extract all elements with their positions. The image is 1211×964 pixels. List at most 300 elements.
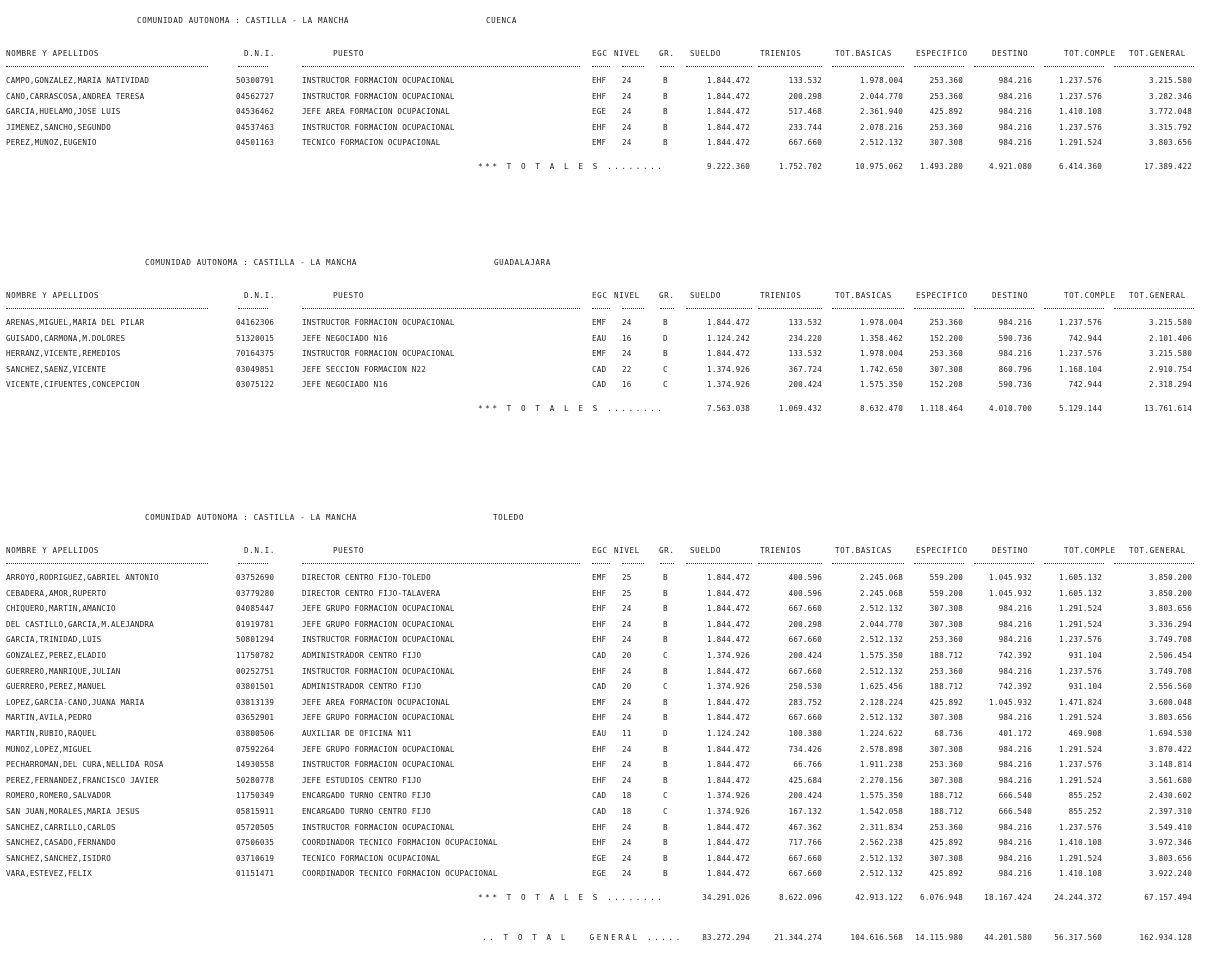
table-cell: EMF bbox=[592, 138, 607, 148]
table-cell: 3.772.048 bbox=[1149, 107, 1192, 117]
total-value: 1.069.432 bbox=[779, 404, 822, 413]
totals-label: *** T O T A L E S ........ bbox=[478, 162, 665, 171]
column-header: TRIENIOS bbox=[760, 49, 802, 58]
table-cell: 04162306 bbox=[236, 318, 275, 327]
table-cell: 984.216 bbox=[998, 138, 1032, 148]
total-value: 7.563.038 bbox=[707, 404, 750, 413]
table-cell: DEL CASTILLO,GARCIA,M.ALEJANDRA bbox=[6, 619, 154, 629]
table-cell: 860.796 bbox=[998, 364, 1032, 374]
table-cell: CAD bbox=[592, 364, 607, 374]
table-cell: CANO,CARRASCOSA,ANDREA TERESA bbox=[6, 91, 145, 101]
table-cell: 855.252 bbox=[1068, 791, 1102, 801]
table-cell: 2.270.156 bbox=[860, 775, 903, 785]
table-cell: 66.766 bbox=[793, 760, 822, 770]
table-cell: INSTRUCTOR FORMACION OCUPACIONAL bbox=[302, 822, 455, 832]
table-cell: 2.578.898 bbox=[860, 744, 903, 754]
table-cell: ENCARGADO TURNO CENTRO FIJO bbox=[302, 807, 431, 816]
table-cell: 1.605.132 bbox=[1059, 573, 1102, 582]
table-cell: 1.374.926 bbox=[707, 807, 750, 816]
table-cell: SANCHEZ,CASADO,FERNANDO bbox=[6, 838, 116, 848]
table-cell: 03801501 bbox=[236, 682, 275, 692]
table-cell: 04085447 bbox=[236, 604, 275, 614]
total-value: 42.913.122 bbox=[855, 893, 903, 902]
table-cell: 1.844.472 bbox=[707, 760, 750, 770]
table-cell: 1.291.524 bbox=[1059, 604, 1102, 614]
table-cell: 03710619 bbox=[236, 853, 275, 863]
table-cell: 984.216 bbox=[998, 713, 1032, 723]
table-cell: 1.844.472 bbox=[707, 744, 750, 754]
total-value: 1.752.702 bbox=[779, 162, 822, 171]
table-cell: 24 bbox=[622, 666, 632, 676]
table-cell: JEFE ESTUDIOS CENTRO FIJO bbox=[302, 775, 422, 785]
column-header: NOMBRE Y APELLIDOS bbox=[6, 291, 100, 300]
table-cell: 307.308 bbox=[929, 619, 963, 629]
table-cell: COORDINADOR TECNICO FORMACION OCUPACIONAL bbox=[302, 869, 498, 879]
table-cell: 1.291.524 bbox=[1059, 713, 1102, 723]
table-cell: 3.850.200 bbox=[1149, 573, 1192, 582]
table-cell: 1.844.472 bbox=[707, 588, 750, 598]
column-rule bbox=[1114, 66, 1194, 67]
table-cell: 03813139 bbox=[236, 697, 275, 707]
table-cell: 1.844.472 bbox=[707, 76, 750, 85]
table-cell: 3.870.422 bbox=[1149, 744, 1192, 754]
table-cell: 04537463 bbox=[236, 122, 275, 132]
column-rule bbox=[660, 66, 674, 67]
table-cell: 984.216 bbox=[998, 838, 1032, 848]
table-cell: 70164375 bbox=[236, 349, 275, 359]
grand-total-value: 21.344.274 bbox=[774, 933, 822, 942]
table-cell: 16 bbox=[622, 333, 632, 343]
total-value: 18.167.424 bbox=[984, 893, 1032, 902]
table-cell: 1.237.576 bbox=[1059, 822, 1102, 832]
table-cell: 2.128.224 bbox=[860, 697, 903, 707]
table-cell: EHF bbox=[592, 822, 607, 832]
table-cell: 24 bbox=[622, 91, 632, 101]
table-cell: 24 bbox=[622, 76, 632, 85]
table-cell: 1.358.462 bbox=[860, 333, 903, 343]
column-rule bbox=[758, 563, 822, 564]
table-cell: B bbox=[663, 697, 668, 707]
table-cell: B bbox=[663, 635, 668, 645]
table-cell: 50300791 bbox=[236, 76, 275, 85]
table-cell: B bbox=[663, 838, 668, 848]
table-cell: 425.892 bbox=[929, 107, 963, 117]
table-cell: EHF bbox=[592, 666, 607, 676]
table-cell: 425.892 bbox=[929, 869, 963, 879]
table-cell: 1.374.926 bbox=[707, 364, 750, 374]
table-cell: ARROYO,RODRIGUEZ,GABRIEL ANTONIO bbox=[6, 573, 159, 582]
table-cell: 3.749.708 bbox=[1149, 635, 1192, 645]
table-cell: CAD bbox=[592, 682, 607, 692]
table-cell: 14930558 bbox=[236, 760, 275, 770]
table-cell: B bbox=[663, 760, 668, 770]
table-cell: 24 bbox=[622, 744, 632, 754]
column-header: GR. bbox=[659, 291, 675, 300]
table-cell: CAD bbox=[592, 380, 607, 390]
column-rule bbox=[686, 308, 752, 309]
table-cell: CHIQUERO,MARTIN,AMANCIO bbox=[6, 604, 116, 614]
table-cell: 01151471 bbox=[236, 869, 275, 879]
table-cell: 469.908 bbox=[1068, 729, 1102, 738]
table-cell: 3.315.792 bbox=[1149, 122, 1192, 132]
column-header: EGC bbox=[592, 49, 608, 58]
total-value: 17.389.422 bbox=[1144, 162, 1192, 171]
column-header: TOT.BASICAS bbox=[835, 546, 892, 555]
column-header: PUESTO bbox=[333, 291, 365, 300]
table-cell: 1.575.350 bbox=[860, 651, 903, 660]
total-value: 4.010.700 bbox=[989, 404, 1032, 413]
table-cell: 2.562.238 bbox=[860, 838, 903, 848]
table-cell: 517.468 bbox=[788, 107, 822, 117]
table-cell: JEFE GRUPO FORMACION OCUPACIONAL bbox=[302, 619, 455, 629]
column-rule bbox=[974, 308, 1034, 309]
table-cell: 667.660 bbox=[788, 713, 822, 723]
column-rule bbox=[622, 308, 644, 309]
column-rule bbox=[914, 308, 964, 309]
table-cell: 1.224.622 bbox=[860, 729, 903, 738]
table-cell: 1.844.472 bbox=[707, 138, 750, 148]
table-cell: 984.216 bbox=[998, 744, 1032, 754]
grand-total-value: 104.616.568 bbox=[850, 933, 903, 942]
grand-total-value: 162.934.128 bbox=[1139, 933, 1192, 942]
table-cell: 50280778 bbox=[236, 775, 275, 785]
table-cell: 2.512.132 bbox=[860, 635, 903, 645]
table-cell: 1.237.576 bbox=[1059, 76, 1102, 85]
table-cell: 742.392 bbox=[998, 682, 1032, 692]
table-cell: 234.220 bbox=[788, 333, 822, 343]
table-cell: 22 bbox=[622, 364, 632, 374]
table-cell: 1.237.576 bbox=[1059, 91, 1102, 101]
table-cell: 984.216 bbox=[998, 619, 1032, 629]
table-cell: B bbox=[663, 775, 668, 785]
table-cell: 425.892 bbox=[929, 697, 963, 707]
table-cell: 1.625.456 bbox=[860, 682, 903, 692]
column-rule bbox=[832, 308, 904, 309]
table-cell: 1.844.472 bbox=[707, 619, 750, 629]
table-cell: JEFE NEGOCIADO N16 bbox=[302, 380, 388, 390]
table-cell: 984.216 bbox=[998, 604, 1032, 614]
table-cell: 984.216 bbox=[998, 775, 1032, 785]
column-header: EGC bbox=[592, 291, 608, 300]
column-rule bbox=[914, 66, 964, 67]
table-cell: GUERRERO,PEREZ,MANUEL bbox=[6, 682, 107, 692]
column-rule bbox=[592, 308, 610, 309]
table-cell: ENCARGADO TURNO CENTRO FIJO bbox=[302, 791, 431, 801]
table-cell: 2.512.132 bbox=[860, 138, 903, 148]
table-cell: 1.237.576 bbox=[1059, 760, 1102, 770]
table-cell: 717.766 bbox=[788, 838, 822, 848]
table-cell: B bbox=[663, 76, 668, 85]
table-cell: 152.208 bbox=[929, 380, 963, 390]
table-cell: 188.712 bbox=[929, 682, 963, 692]
table-cell: 1.374.926 bbox=[707, 651, 750, 660]
table-cell: 2.044.770 bbox=[860, 619, 903, 629]
column-rule bbox=[686, 563, 752, 564]
table-cell: 253.360 bbox=[929, 666, 963, 676]
table-cell: 666.540 bbox=[998, 791, 1032, 801]
table-cell: 18 bbox=[622, 791, 632, 801]
table-cell: 1.045.932 bbox=[989, 588, 1032, 598]
table-cell: 2.245.068 bbox=[860, 588, 903, 598]
table-cell: 425.892 bbox=[929, 838, 963, 848]
column-header: SUELDO bbox=[690, 291, 722, 300]
column-header: NIVEL bbox=[614, 49, 640, 58]
table-cell: 152.200 bbox=[929, 333, 963, 343]
table-cell: 07592264 bbox=[236, 744, 275, 754]
table-cell: 984.216 bbox=[998, 666, 1032, 676]
table-cell: 3.336.294 bbox=[1149, 619, 1192, 629]
table-cell: 253.360 bbox=[929, 635, 963, 645]
table-cell: 3.215.580 bbox=[1149, 318, 1192, 327]
table-cell: EMF bbox=[592, 573, 607, 582]
table-cell: 400.596 bbox=[788, 573, 822, 582]
table-cell: 1.844.472 bbox=[707, 122, 750, 132]
table-cell: 253.360 bbox=[929, 76, 963, 85]
table-cell: 1.605.132 bbox=[1059, 588, 1102, 598]
table-cell: GUISADO,CARMONA,M.DOLORES bbox=[6, 333, 126, 343]
table-cell: ADMINISTRADOR CENTRO FIJO bbox=[302, 651, 422, 660]
total-value: 6.076.948 bbox=[920, 893, 963, 902]
table-cell: 667.660 bbox=[788, 853, 822, 863]
table-cell: 1.844.472 bbox=[707, 697, 750, 707]
table-cell: 984.216 bbox=[998, 76, 1032, 85]
table-cell: 24 bbox=[622, 619, 632, 629]
table-cell: 3.850.200 bbox=[1149, 588, 1192, 598]
total-value: 10.975.062 bbox=[855, 162, 903, 171]
table-cell: INSTRUCTOR FORMACION OCUPACIONAL bbox=[302, 760, 455, 770]
column-header: DESTINO bbox=[992, 291, 1029, 300]
table-cell: GUERRERO,MANRIQUE,JULIAN bbox=[6, 666, 121, 676]
column-header: NIVEL bbox=[614, 546, 640, 555]
table-cell: 931.104 bbox=[1068, 682, 1102, 692]
table-cell: 1.291.524 bbox=[1059, 138, 1102, 148]
table-cell: MARTIN,AVILA,PEDRO bbox=[6, 713, 92, 723]
table-cell: 3.282.346 bbox=[1149, 91, 1192, 101]
table-cell: 18 bbox=[622, 807, 632, 816]
table-cell: 1.374.926 bbox=[707, 380, 750, 390]
table-cell: 3.215.580 bbox=[1149, 76, 1192, 85]
total-value: 13.761.614 bbox=[1144, 404, 1192, 413]
province-title: CUENCA bbox=[486, 16, 518, 25]
table-cell: 253.360 bbox=[929, 822, 963, 832]
column-rule bbox=[302, 308, 580, 309]
table-cell: EMF bbox=[592, 349, 607, 359]
table-cell: 24 bbox=[622, 713, 632, 723]
table-cell: 984.216 bbox=[998, 91, 1032, 101]
column-rule bbox=[302, 66, 580, 67]
table-cell: 1.844.472 bbox=[707, 635, 750, 645]
table-cell: 1.410.108 bbox=[1059, 869, 1102, 879]
table-cell: 24 bbox=[622, 107, 632, 117]
table-cell: B bbox=[663, 822, 668, 832]
table-cell: 1.844.472 bbox=[707, 666, 750, 676]
total-value: 5.129.144 bbox=[1059, 404, 1102, 413]
table-cell: 667.660 bbox=[788, 138, 822, 148]
table-cell: EHF bbox=[592, 713, 607, 723]
table-cell: 667.660 bbox=[788, 604, 822, 614]
total-value: 6.414.360 bbox=[1059, 162, 1102, 171]
table-cell: EGE bbox=[592, 869, 607, 879]
total-value: 8.622.096 bbox=[779, 893, 822, 902]
table-cell: 984.216 bbox=[998, 760, 1032, 770]
table-cell: TECNICO FORMACION OCUPACIONAL bbox=[302, 138, 441, 148]
table-cell: 2.430.602 bbox=[1149, 791, 1192, 801]
table-cell: 307.308 bbox=[929, 853, 963, 863]
column-header: DESTINO bbox=[992, 546, 1029, 555]
province-title: GUADALAJARA bbox=[494, 258, 551, 267]
column-rule bbox=[660, 563, 674, 564]
table-cell: 667.660 bbox=[788, 869, 822, 879]
table-cell: JIMENEZ,SANCHO,SEGUNDO bbox=[6, 122, 111, 132]
table-cell: 253.360 bbox=[929, 91, 963, 101]
table-cell: INSTRUCTOR FORMACION OCUPACIONAL bbox=[302, 349, 455, 359]
table-cell: 984.216 bbox=[998, 349, 1032, 359]
column-rule bbox=[622, 66, 644, 67]
table-cell: CEBADERA,AMOR,RUPERTO bbox=[6, 588, 107, 598]
table-cell: 2.556.560 bbox=[1149, 682, 1192, 692]
table-cell: B bbox=[663, 666, 668, 676]
table-cell: 1.911.238 bbox=[860, 760, 903, 770]
table-cell: 24 bbox=[622, 349, 632, 359]
table-cell: 11750349 bbox=[236, 791, 275, 801]
column-rule bbox=[1044, 308, 1104, 309]
table-cell: ADMINISTRADOR CENTRO FIJO bbox=[302, 682, 422, 692]
table-cell: EHF bbox=[592, 760, 607, 770]
table-cell: 2.506.454 bbox=[1149, 651, 1192, 660]
table-cell: 50801294 bbox=[236, 635, 275, 645]
table-cell: EHF bbox=[592, 76, 607, 85]
table-cell: 742.944 bbox=[1068, 333, 1102, 343]
table-cell: CAD bbox=[592, 791, 607, 801]
table-cell: EHF bbox=[592, 775, 607, 785]
table-cell: 1.291.524 bbox=[1059, 619, 1102, 629]
table-cell: EGE bbox=[592, 853, 607, 863]
total-value: 24.244.372 bbox=[1054, 893, 1102, 902]
table-cell: 3.215.580 bbox=[1149, 349, 1192, 359]
table-cell: 16 bbox=[622, 380, 632, 390]
table-cell: 133.532 bbox=[788, 318, 822, 327]
table-cell: 51320015 bbox=[236, 333, 275, 343]
table-cell: 2.397.310 bbox=[1149, 807, 1192, 816]
table-cell: GARCIA,TRINIDAD,LUIS bbox=[6, 635, 102, 645]
column-rule bbox=[6, 66, 208, 67]
table-cell: 1.237.576 bbox=[1059, 635, 1102, 645]
table-cell: 3.922.240 bbox=[1149, 869, 1192, 879]
table-cell: 1.045.932 bbox=[989, 697, 1032, 707]
column-rule bbox=[592, 66, 610, 67]
table-cell: 984.216 bbox=[998, 318, 1032, 327]
comunidad-title: COMUNIDAD AUTONOMA : CASTILLA - LA MANCHA bbox=[145, 258, 358, 267]
column-header: PUESTO bbox=[333, 49, 365, 58]
grand-total-label: .. T O T A L GENERAL ..... bbox=[482, 933, 683, 942]
total-value: 1.118.464 bbox=[920, 404, 963, 413]
column-header: TOT.GENERAL bbox=[1129, 291, 1186, 300]
table-cell: 590.736 bbox=[998, 380, 1032, 390]
table-cell: DIRECTOR CENTRO FIJO-TALAVERA bbox=[302, 588, 441, 598]
column-rule bbox=[302, 563, 580, 564]
total-value: 8.632.470 bbox=[860, 404, 903, 413]
table-cell: 2.044.770 bbox=[860, 91, 903, 101]
table-cell: 3.803.656 bbox=[1149, 713, 1192, 723]
column-rule bbox=[832, 563, 904, 564]
table-cell: PECHARROMAN,DEL CURA,NELLIDA ROSA bbox=[6, 760, 164, 770]
table-cell: DIRECTOR CENTRO FIJO-TOLEDO bbox=[302, 573, 431, 582]
table-cell: INSTRUCTOR FORMACION OCUPACIONAL bbox=[302, 635, 455, 645]
table-cell: 400.596 bbox=[788, 588, 822, 598]
table-cell: 1.542.058 bbox=[860, 807, 903, 816]
column-rule bbox=[592, 563, 610, 564]
table-cell: GARCIA,HUELAMO,JOSE LUIS bbox=[6, 107, 121, 117]
column-header: NOMBRE Y APELLIDOS bbox=[6, 49, 100, 58]
table-cell: EAU bbox=[592, 729, 607, 738]
table-cell: PEREZ,MUNOZ,EUGENIO bbox=[6, 138, 97, 148]
totals-label: *** T O T A L E S ........ bbox=[478, 404, 665, 413]
table-cell: 200.424 bbox=[788, 791, 822, 801]
table-cell: 559.200 bbox=[929, 588, 963, 598]
table-cell: 03652901 bbox=[236, 713, 275, 723]
table-cell: 24 bbox=[622, 760, 632, 770]
table-cell: JEFE NEGOCIADO N16 bbox=[302, 333, 388, 343]
table-cell: 1.844.472 bbox=[707, 853, 750, 863]
grand-total-value: 14.115.980 bbox=[915, 933, 963, 942]
table-cell: 1.575.350 bbox=[860, 380, 903, 390]
table-cell: 2.318.294 bbox=[1149, 380, 1192, 390]
table-cell: CAMPO,GONZALEZ,MARIA NATIVIDAD bbox=[6, 76, 150, 85]
table-cell: 200.298 bbox=[788, 619, 822, 629]
table-cell: EHF bbox=[592, 838, 607, 848]
table-cell: 425.684 bbox=[788, 775, 822, 785]
column-header: ESPECIFICO bbox=[916, 546, 968, 555]
table-cell: 1.045.932 bbox=[989, 573, 1032, 582]
table-cell: 01919781 bbox=[236, 619, 275, 629]
table-cell: INSTRUCTOR FORMACION OCUPACIONAL bbox=[302, 76, 455, 85]
table-cell: GONZALEZ,PEREZ,ELADIO bbox=[6, 651, 107, 660]
table-cell: 24 bbox=[622, 822, 632, 832]
column-rule bbox=[832, 66, 904, 67]
table-cell: 03800506 bbox=[236, 729, 275, 738]
table-cell: 984.216 bbox=[998, 122, 1032, 132]
table-cell: 367.724 bbox=[788, 364, 822, 374]
table-cell: ARENAS,MIGUEL,MARIA DEL PILAR bbox=[6, 318, 145, 327]
table-cell: MUNOZ,LOPEZ,MIGUEL bbox=[6, 744, 92, 754]
table-cell: C bbox=[663, 807, 668, 816]
table-cell: 1.978.004 bbox=[860, 349, 903, 359]
table-cell: B bbox=[663, 588, 668, 598]
table-cell: 24 bbox=[622, 138, 632, 148]
column-rule bbox=[238, 563, 268, 564]
column-header: EGC bbox=[592, 546, 608, 555]
column-header: SUELDO bbox=[690, 546, 722, 555]
column-rule bbox=[1114, 308, 1194, 309]
table-cell: 03779280 bbox=[236, 588, 275, 598]
column-rule bbox=[1114, 563, 1194, 564]
table-cell: 1.237.576 bbox=[1059, 666, 1102, 676]
table-cell: 253.360 bbox=[929, 318, 963, 327]
table-cell: 307.308 bbox=[929, 713, 963, 723]
table-cell: B bbox=[663, 744, 668, 754]
table-cell: EHF bbox=[592, 588, 607, 598]
province-title: TOLEDO bbox=[493, 513, 525, 522]
table-cell: 233.744 bbox=[788, 122, 822, 132]
column-rule bbox=[238, 66, 268, 67]
table-cell: SANCHEZ,SAENZ,VICENTE bbox=[6, 364, 107, 374]
table-cell: INSTRUCTOR FORMACION OCUPACIONAL bbox=[302, 122, 455, 132]
table-cell: 253.360 bbox=[929, 349, 963, 359]
table-cell: 24 bbox=[622, 318, 632, 327]
table-cell: 666.540 bbox=[998, 807, 1032, 816]
table-cell: JEFE AREA FORMACION OCUPACIONAL bbox=[302, 107, 450, 117]
column-rule bbox=[6, 308, 208, 309]
